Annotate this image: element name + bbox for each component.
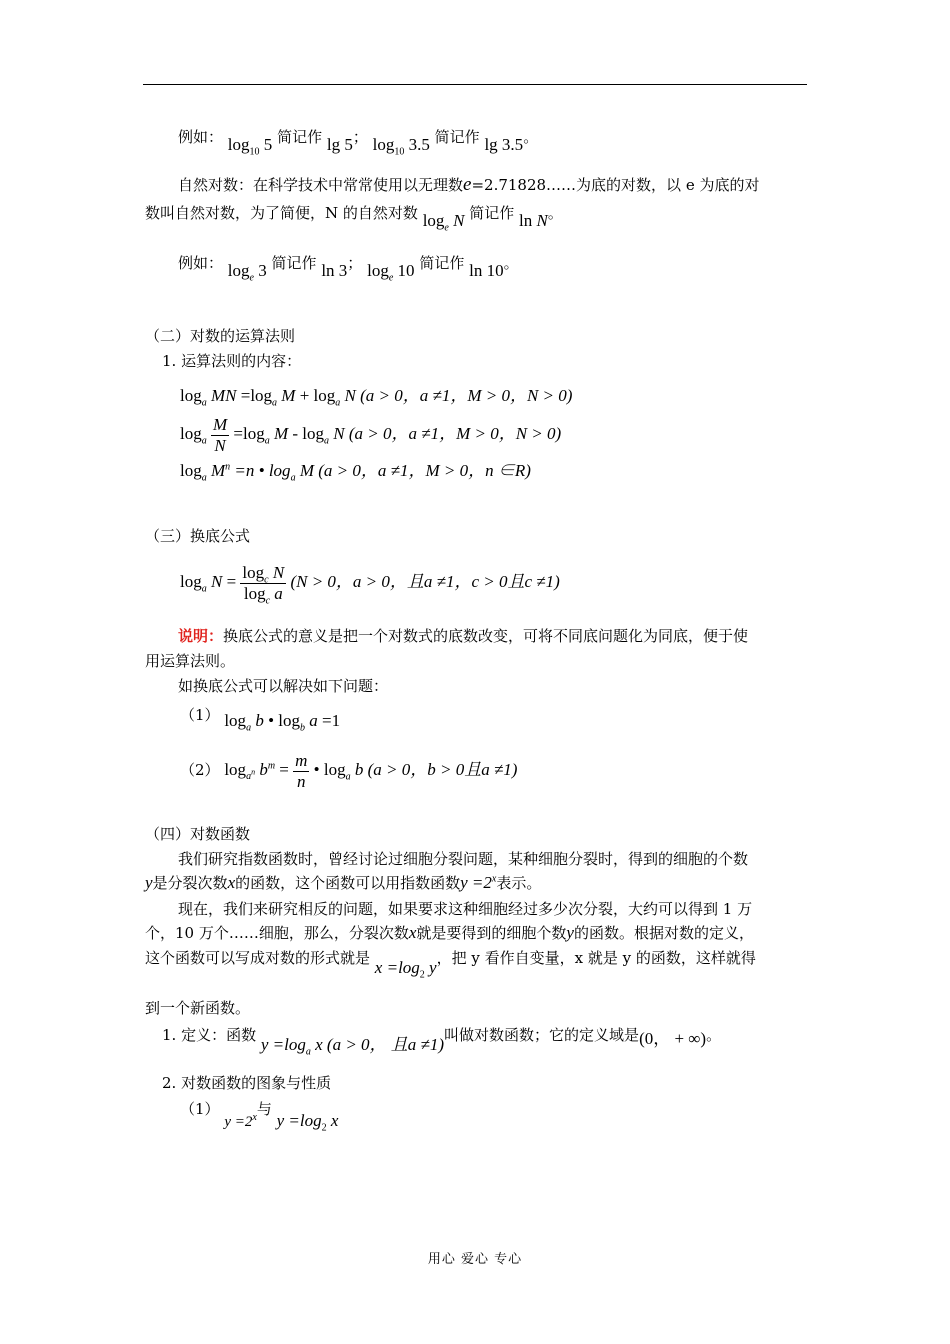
abbr-text: 简记作 (434, 128, 480, 146)
var-y: y (566, 923, 574, 942)
note-line-2: 用运算法则。 (145, 652, 236, 670)
para-1-line-2: y是分裂次数x的函数，这个函数可以用指数函数$y =2^x$表示。 (145, 873, 542, 892)
abbr-text: 简记作 (271, 254, 317, 272)
para-2-line-1: 现在，我们来研究相反的问题，如果要求这种细胞经过多少次分裂，大约可以得到 1 万 (178, 900, 753, 918)
formula-condition: (a > 0，a ≠1，M > 0，N > 0) (348, 424, 562, 443)
definition-formula: $y =\log_a$ x (a > 0， 且a ≠1) (260, 1035, 445, 1058)
text: =2.71828……为底的对数，以 e 为底的对 (471, 176, 760, 194)
lg3.5: lg 3.5 (484, 135, 524, 154)
fraction-M-over-N: $\frac{M}{N}$ (212, 414, 228, 455)
e-symbol: e (463, 174, 472, 195)
formula-condition: (a > 0，b > 0且a ≠1) (367, 760, 518, 779)
ln10: ln 10 (469, 261, 504, 280)
var-x: x (227, 873, 236, 892)
note-label: 说明： (178, 627, 224, 645)
formula-condition: (a > 0，a ≠1，M > 0，n ∈R) (318, 461, 531, 480)
header-rule (143, 84, 807, 85)
natural-log-line-1 (178, 174, 759, 196)
period: 。 (523, 128, 539, 146)
sep: ； (347, 254, 363, 272)
formula-quotient: $\log_a$ $\frac{M}{N}$ $=\log_a$ M - $\log_a N$ (a > 0，a ≠1，M > 0，N > 0) (180, 414, 562, 455)
text: 自然对数：在科学技术中常常使用以无理数 (178, 176, 464, 194)
ln3: ln 3 (321, 261, 348, 280)
intro-line: 如换底公式可以解决如下问题： (178, 677, 389, 695)
definition-condition: (a > 0， 且a ≠1) (326, 1035, 445, 1054)
para-2-line-2: 个，10 万个……细胞，那么，分裂次数x就是要得到的细胞个数y的函数。根据对数的定义， (145, 923, 754, 942)
natural-log-line-2 (145, 202, 563, 234)
log10-3.5: $\log_{10} 3.5$ (372, 135, 430, 158)
list-item-2: 2. 对数函数的图象与性质 (162, 1074, 332, 1092)
problem-label: （1） (180, 1100, 220, 1118)
section-title-3: （三）换底公式 (145, 527, 251, 545)
problem-1 (180, 704, 341, 734)
loge-N: $\log_e N$ (422, 211, 465, 234)
change-of-base-formula: $\log_a N$ = $\frac{\log_c N}{\log_c a}$ (N > 0，a > 0，且a ≠1，c > 0且c ≠1) (180, 562, 560, 606)
formula-power: $\log_a M^n =n$ • $\log_a M$ (a > 0，a ≠1，M > 0，n ∈R) (180, 461, 531, 484)
loge-3: $\log_e 3$ (227, 261, 267, 284)
var-x: x (408, 923, 417, 942)
example-line-1 (178, 126, 539, 158)
abbr-text: 简记作 (277, 128, 323, 146)
domain: (0， + ∞) (639, 1029, 707, 1048)
lnN: ln N (519, 211, 548, 230)
example-label: 例如： (178, 254, 224, 272)
definition-line: 1. 定义：函数 $y =\log_a$ x (a > 0， 且a ≠1)叫做对数函数；它的定义域是(0， + ∞)。 (162, 1026, 722, 1058)
exp-function: $y =2^x$ (224, 1112, 257, 1130)
para-2-line-4: 到一个新函数。 (145, 999, 251, 1017)
period: 。 (547, 204, 563, 222)
text: 数叫自然对数，为了简便，N 的自然对数 (145, 204, 418, 222)
example-label: 例如： (178, 128, 224, 146)
problem-1-formula: $\log_a b$ • $\log_b a =1$ (224, 711, 341, 734)
fraction-change-of-base: $\frac{\log_c N}{\log_c a}$ (242, 562, 285, 606)
text: 换底公式的意义是把一个对数式的底数改变，可将不同底问题化为同底，便于使 (223, 627, 749, 645)
list-item-1: 1. 运算法则的内容： (162, 352, 302, 370)
var-y: y (145, 873, 153, 892)
sep: ； (352, 128, 368, 146)
abbr-text: 简记作 (419, 254, 465, 272)
graph-item-1: （1） $y =2^x$与 $y =\log_2$ x (180, 1100, 339, 1134)
lg5: lg 5 (326, 135, 353, 154)
fraction-m-over-n: $\frac{m}{n}$ (295, 750, 308, 791)
section-title-2: （二）对数的运算法则 (145, 327, 296, 345)
log-formula: $x =\log_2$ y (374, 958, 437, 981)
abbr-text: 简记作 (469, 204, 515, 222)
note-line-1 (178, 625, 748, 647)
problem-2-formula: $\log_{a^n} b^m$ = $\frac{m}{n}$ • $\log_a b$ (a > 0，b > 0且a ≠1) (224, 750, 518, 791)
problem-label: （2） (180, 761, 220, 779)
example-line-2 (178, 252, 519, 284)
log10-5: $\log_{10} 5$ (227, 135, 273, 158)
para-1-line-1: 我们研究指数函数时，曾经讨论过细胞分裂问题，某种细胞分裂时，得到的细胞的个数 (178, 850, 749, 868)
page-footer: 用心 爱心 专心 (427, 1252, 523, 1267)
period: 。 (503, 254, 519, 272)
loge-10: $\log_e 10$ (367, 261, 415, 284)
section-title-4: （四）对数函数 (145, 825, 251, 843)
problem-2 (180, 748, 517, 792)
para-2-line-3: 这个函数可以写成对数的形式就是 $x =\log_2$ y，把 y 看作自变量，x 就是 y 的函数，这样就得 (145, 949, 756, 981)
problem-label: （1） (180, 706, 220, 724)
exp-formula: $y =2^x$ (460, 873, 497, 892)
formula-product: $\log_a$ MN $=\log_a$ $M + \log_a N$ (a > 0，a ≠1，M > 0，N > 0) (180, 386, 573, 409)
formula-condition: (N > 0，a > 0，且a ≠1，c > 0且c ≠1) (290, 572, 560, 591)
log-function: $y =\log_2$ x (276, 1111, 339, 1134)
formula-condition: (a > 0，a ≠1，M > 0，N > 0) (360, 386, 573, 405)
